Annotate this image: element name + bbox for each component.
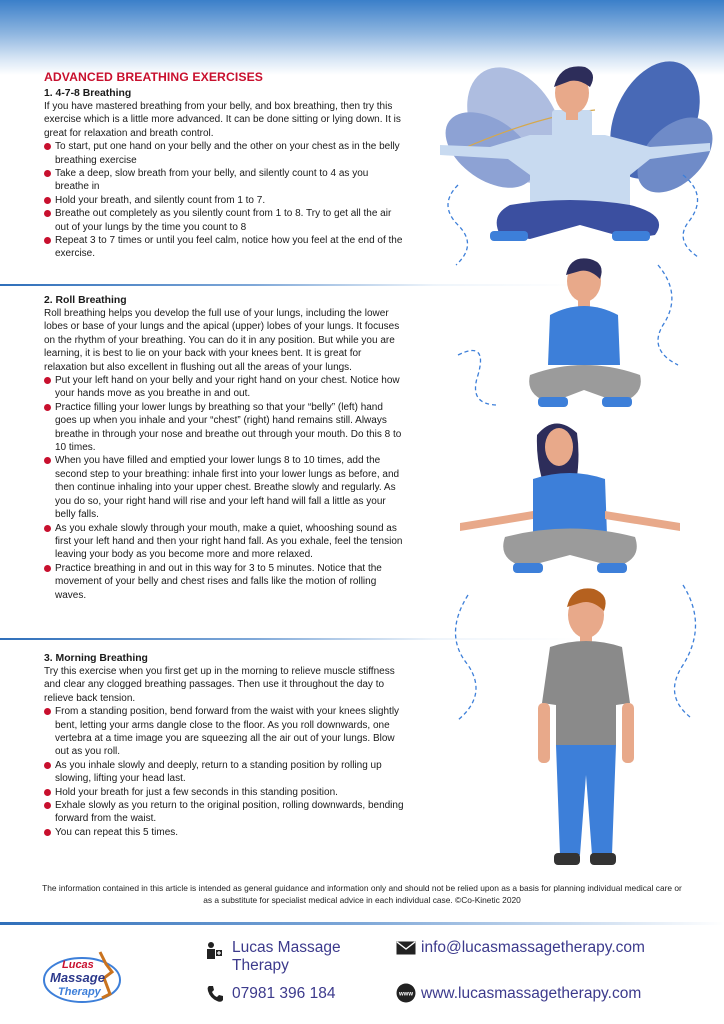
section-morning-breathing: [44, 652, 404, 839]
section-intro: Roll breathing helps you develop the full use of your lungs, including the lower lobes or base of your lungs and the apical (upper) lobes of your lungs. It focuses on the rhythm of your breathing. You can do it in any position. But while you are learning, it is best to lie on your back with your knees bent. It is great for relaxation but also excellent in flushing out all the areas of your lungs.: [44, 308, 400, 373]
medical-person-icon: [205, 941, 223, 961]
logo-text-lucas: Lucas: [62, 959, 94, 971]
section-4-7-8-breathing: [44, 87, 404, 261]
globe-www-icon: [396, 983, 416, 1003]
phone-number-link[interactable]: 07981 396 184: [232, 985, 336, 1002]
page-heading: ADVANCED BREATHING EXERCISES: [44, 70, 264, 84]
footer-divider: [0, 922, 724, 925]
website-link[interactable]: www.lucasmassagetherapy.com: [421, 985, 642, 1002]
list-item: Take a deep, slow breath from your belly, and silently count to 4 as you breathe in: [44, 167, 404, 194]
list-item: As you exhale slowly through your mouth, make a quiet, whooshing sound as first your left hand and then your right hand fall. As you exhale, feel the tension leaving your body as you become more and more relaxed.: [44, 522, 404, 562]
section-title: 1. 4-7-8 Breathing: [44, 88, 132, 99]
phone-icon: [205, 984, 225, 1004]
lucas-massage-therapy-logo: [40, 942, 140, 1014]
list-item: Exhale slowly as you return to the original position, rolling downwards, bending forward from the waist.: [44, 799, 404, 826]
list-item: When you have filled and emptied your lower lungs 8 to 10 times, add the second step to your breathing: inhale first into your lower lungs as before, and then continue inhaling into your upper chest. Breathe slowly and regularly. As you do so, your right hand will rise and your left hand will fall a little as your belly falls.: [44, 454, 404, 521]
disclaimer-text: The information contained in this article is intended as general guidance and information only and should not be relied upon as a basis for planning individual medical care or as a substitute for specialist medical advice in each individual case. ©Co-Kinetic 2020: [42, 883, 682, 905]
envelope-icon: [396, 941, 416, 955]
decorative-swirls: [428, 165, 718, 725]
list-item: Hold your breath, and silently count from 1 to 7.: [44, 194, 404, 207]
list-item: Breathe out completely as you silently count from 1 to 8. Try to get all the air out of your lungs by the time you count to 8: [44, 207, 404, 234]
list-item: You can repeat this 5 times.: [44, 826, 404, 839]
bullet-list: [44, 140, 404, 261]
list-item: Put your left hand on your belly and your right hand on your chest. Notice how your hands move as you breathe in and out.: [44, 374, 404, 401]
list-item: As you inhale slowly and deeply, return to a standing position by rolling up slowing, lifting your head last.: [44, 759, 404, 786]
section-title: 3. Morning Breathing: [44, 653, 148, 664]
section-title: 2. Roll Breathing: [44, 295, 127, 306]
list-item: Practice filling your lower lungs by breathing so that your “belly” (left) hand goes up when you inhale and your “chest” (right) hand remains still. Always breathe in through your nose and breathe out through your mouth. Do this 8 to 10 times.: [44, 401, 404, 455]
business-name-line2: Therapy: [232, 957, 289, 974]
list-item: From a standing position, bend forward from the waist with your knees slightly bent, letting your arms dangle close to the floor. As you roll downwards, one vertebra at a time image you are squeezing all the air out of your lungs. Blow out as you roll.: [44, 705, 404, 759]
section-intro: If you have mastered breathing from your belly, and box breathing, then try this exercise which is a little more advanced. It can be done sitting or lying down. It is great for relaxation and breath control.: [44, 101, 401, 139]
email-link[interactable]: info@lucasmassagetherapy.com: [421, 939, 645, 956]
section-intro: Try this exercise when you first get up in the morning to relieve muscle stiffness and clear any clogged breathing passages. Then use it throughout the day to relieve back tension.: [44, 666, 395, 704]
list-item: Practice breathing in and out in this way for 3 to 5 minutes. Notice that the movement of your belly and chest rises and falls like the motion of rolling waves.: [44, 562, 404, 602]
bullet-list: [44, 374, 404, 602]
bullet-list: [44, 705, 404, 839]
section-roll-breathing: [44, 294, 404, 602]
business-name-line1: Lucas Massage: [232, 939, 341, 956]
list-item: To start, put one hand on your belly and the other on your chest as in the belly breathing exercise: [44, 140, 404, 167]
logo-text-therapy: Therapy: [58, 986, 101, 998]
logo-text-massage: Massage: [50, 970, 105, 985]
list-item: Hold your breath for just a few seconds in this standing position.: [44, 786, 404, 799]
list-item: Repeat 3 to 7 times or until you feel calm, notice how you feel at the end of the exercise.: [44, 234, 404, 261]
www-badge-text: www: [398, 991, 414, 998]
